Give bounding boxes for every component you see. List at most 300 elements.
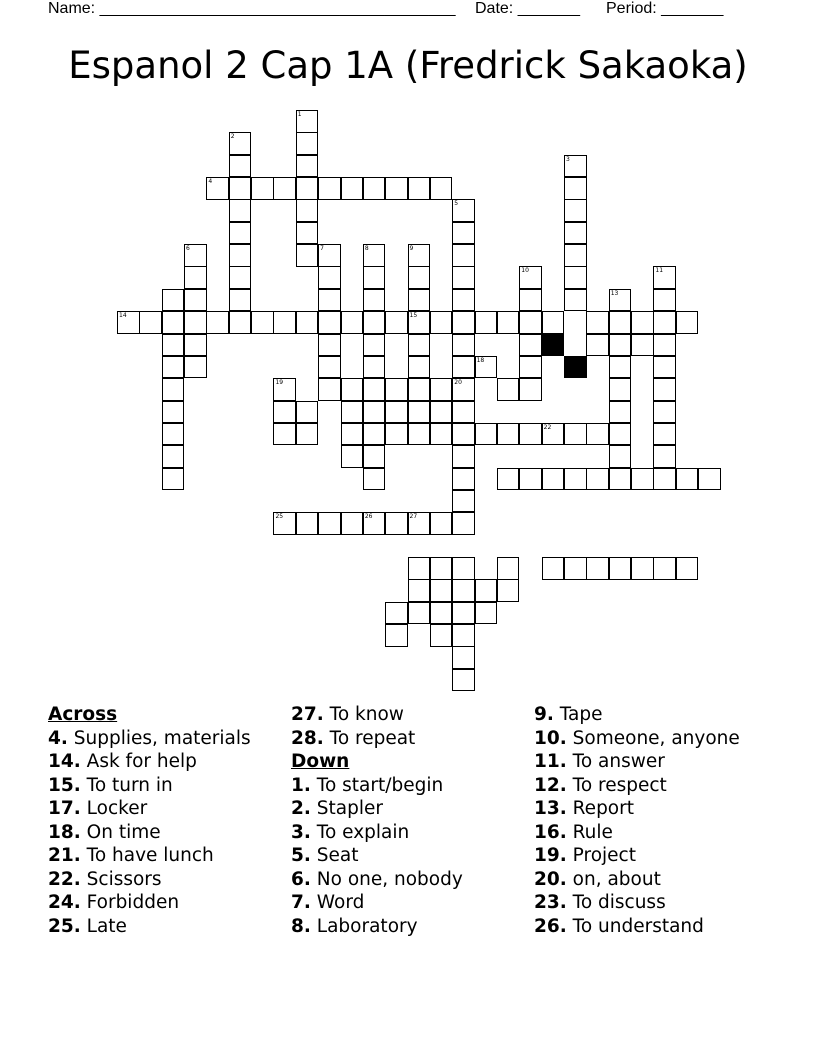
grid-cell[interactable] <box>430 378 453 401</box>
grid-cell[interactable] <box>408 334 431 357</box>
clue-text: Stapler <box>310 798 383 819</box>
grid-cell[interactable] <box>586 423 609 446</box>
clue-text: Laboratory <box>310 915 418 937</box>
clue-text: To start/begin <box>310 774 444 796</box>
clue-number-label: 16. <box>534 821 567 843</box>
grid-cell[interactable] <box>653 445 676 468</box>
grid-cell[interactable] <box>452 602 475 625</box>
grid-cell[interactable] <box>542 423 565 446</box>
grid-cell[interactable] <box>609 557 632 580</box>
grid-cell[interactable] <box>341 401 364 424</box>
grid-cell[interactable] <box>653 311 676 334</box>
grid-cell[interactable] <box>564 222 587 245</box>
clue-number-label: 17. <box>48 798 81 819</box>
grid-cell[interactable] <box>318 378 341 401</box>
grid-cell[interactable] <box>452 199 475 222</box>
grid-cell[interactable] <box>564 266 587 289</box>
clue-number-label: 23. <box>534 892 567 913</box>
grid-cell[interactable] <box>341 423 364 446</box>
grid-cell[interactable] <box>609 356 632 379</box>
grid-cell[interactable] <box>452 445 475 468</box>
grid-cell[interactable] <box>519 311 542 334</box>
grid-cell[interactable] <box>497 423 520 446</box>
clue-number-label: 22. <box>48 868 81 890</box>
grid-cell[interactable] <box>452 266 475 289</box>
grid-cell[interactable] <box>162 378 185 401</box>
grid-cell[interactable] <box>676 311 699 334</box>
grid-cell[interactable] <box>363 244 386 267</box>
clue-text: To repeat <box>323 727 416 749</box>
grid-cell[interactable] <box>363 401 386 424</box>
grid-cell[interactable] <box>564 468 587 491</box>
clue-number-label: 5. <box>291 845 311 866</box>
clue-item <box>48 774 251 798</box>
grid-cell[interactable] <box>385 401 408 424</box>
clue-number: 20 <box>454 379 462 387</box>
grid-cell[interactable] <box>363 512 386 535</box>
grid-cell[interactable] <box>586 311 609 334</box>
clue-item <box>48 821 251 845</box>
grid-cell[interactable] <box>296 132 319 155</box>
clue-item <box>291 868 463 892</box>
grid-cell[interactable] <box>229 177 252 200</box>
clue-item <box>48 727 251 751</box>
grid-cell[interactable] <box>631 334 654 357</box>
grid-cell[interactable] <box>408 311 431 334</box>
grid-cell[interactable] <box>408 579 431 602</box>
period-field-label: Period: _______ <box>606 0 724 17</box>
clue-number: 25 <box>275 513 284 521</box>
grid-cell[interactable] <box>609 378 632 401</box>
grid-cell[interactable] <box>452 646 475 669</box>
grid-cell[interactable] <box>653 378 676 401</box>
clue-number-label: 19. <box>534 845 567 866</box>
grid-cell[interactable] <box>184 266 207 289</box>
grid-cell[interactable] <box>452 624 475 647</box>
grid-cell[interactable] <box>363 289 386 312</box>
grid-cell[interactable] <box>184 334 207 357</box>
grid-cell[interactable] <box>653 401 676 424</box>
clue-text: on, about <box>566 868 661 890</box>
grid-cell[interactable] <box>430 579 453 602</box>
grid-cell[interactable] <box>653 334 676 357</box>
clue-number: 14 <box>119 312 127 320</box>
grid-cell[interactable] <box>586 557 609 580</box>
clue-number: 19 <box>275 379 284 387</box>
grid-cell[interactable] <box>341 378 364 401</box>
clue-text: Locker <box>80 798 148 819</box>
grid-cell[interactable] <box>408 602 431 625</box>
grid-cell[interactable] <box>363 356 386 379</box>
grid-cell[interactable] <box>430 177 453 200</box>
clue-text: Someone, anyone <box>566 727 740 749</box>
clue-number: 11 <box>655 267 664 275</box>
grid-cell[interactable] <box>229 222 252 245</box>
grid-cell[interactable] <box>653 423 676 446</box>
grid-cell[interactable] <box>475 356 498 379</box>
clue-text: Late <box>80 915 127 937</box>
clue-number-label: 9. <box>534 704 554 725</box>
grid-cell[interactable] <box>609 311 632 334</box>
grid-cell[interactable] <box>519 289 542 312</box>
grid-cell[interactable] <box>162 468 185 491</box>
grid-cell[interactable] <box>408 512 431 535</box>
grid-cell[interactable] <box>296 110 319 133</box>
grid-cell[interactable] <box>229 289 252 312</box>
clue-number: 1 <box>297 111 302 118</box>
grid-cell[interactable] <box>564 199 587 222</box>
grid-cell[interactable] <box>609 445 632 468</box>
grid-cell[interactable] <box>452 490 475 513</box>
clue-number-label: 6. <box>291 868 311 890</box>
clue-text: To respect <box>566 774 667 796</box>
clue-item <box>48 797 251 821</box>
grid-cell[interactable] <box>408 177 431 200</box>
grid-cell[interactable] <box>676 557 699 580</box>
grid-cell[interactable] <box>408 356 431 379</box>
grid-cell[interactable] <box>229 155 252 178</box>
grid-cell[interactable] <box>296 155 319 178</box>
grid-cell[interactable] <box>452 356 475 379</box>
grid-cell[interactable] <box>519 378 542 401</box>
grid-cell[interactable] <box>609 334 632 357</box>
grid-cell[interactable] <box>251 311 274 334</box>
grid-cell[interactable] <box>698 468 721 491</box>
clue-item <box>534 844 740 868</box>
clue-number-label: 1. <box>291 774 311 796</box>
clue-number-label: 10. <box>534 727 567 749</box>
clue-item <box>534 915 740 939</box>
grid-cell[interactable] <box>586 334 609 357</box>
grid-cell[interactable] <box>139 311 162 334</box>
clue-text: To answer <box>566 751 665 772</box>
clue-number: 13 <box>610 289 619 297</box>
clue-column-1 <box>48 703 251 938</box>
grid-cell[interactable] <box>497 378 520 401</box>
grid-cell[interactable] <box>519 423 542 446</box>
clue-number: 3 <box>566 155 570 163</box>
clue-column-3 <box>534 703 740 938</box>
clue-number: 15 <box>409 312 418 320</box>
page-title: Espanol 2 Cap 1A (Fredrick Sakaoka) <box>68 44 748 87</box>
grid-cell[interactable] <box>229 132 252 155</box>
grid-cell[interactable] <box>385 624 408 647</box>
grid-cell[interactable] <box>341 311 364 334</box>
clue-item <box>291 797 463 821</box>
clue-item <box>534 774 740 798</box>
grid-cell[interactable] <box>519 266 542 289</box>
clue-number-label: 18. <box>48 821 81 843</box>
clue-number-label: 13. <box>534 798 567 819</box>
grid-cell[interactable] <box>385 378 408 401</box>
grid-cell[interactable] <box>385 512 408 535</box>
grid-cell[interactable] <box>676 468 699 491</box>
grid-cell[interactable] <box>318 311 341 334</box>
grid-cell[interactable] <box>408 557 431 580</box>
grid-cell[interactable] <box>564 289 587 312</box>
down-clue-list <box>291 774 463 939</box>
clue-text: Word <box>310 892 365 913</box>
grid-cell[interactable] <box>609 401 632 424</box>
clue-number-label: 11. <box>534 751 567 772</box>
grid-cell[interactable] <box>363 445 386 468</box>
grid-cell[interactable] <box>296 199 319 222</box>
clue-number-label: 8. <box>291 915 311 937</box>
grid-cell[interactable] <box>296 177 319 200</box>
clue-item <box>534 797 740 821</box>
grid-cell[interactable] <box>229 266 252 289</box>
grid-cell[interactable] <box>609 423 632 446</box>
grid-cell[interactable] <box>564 557 587 580</box>
clue-number: 5 <box>454 200 459 208</box>
grid-cell[interactable] <box>452 222 475 245</box>
clue-text: Rule <box>566 821 613 843</box>
clue-item <box>534 727 740 751</box>
clue-number-label: 15. <box>48 774 81 796</box>
grid-cell[interactable] <box>430 624 453 647</box>
across-heading: Across <box>48 704 118 725</box>
grid-cell[interactable] <box>162 423 185 446</box>
clue-text: Report <box>566 798 634 819</box>
grid-cell[interactable] <box>296 311 319 334</box>
clue-number-label: 27. <box>291 704 324 725</box>
grid-cell[interactable] <box>408 378 431 401</box>
clue-text: To turn in <box>80 774 173 796</box>
clue-number-label: 2. <box>291 798 311 819</box>
clue-number-label: 3. <box>291 821 311 843</box>
clue-number: 26 <box>364 513 373 521</box>
grid-cell[interactable] <box>408 244 431 267</box>
clue-number-label: 14. <box>48 751 81 772</box>
grid-cell[interactable] <box>631 557 654 580</box>
clue-number: 7 <box>320 245 324 253</box>
clue-text: To know <box>323 704 404 725</box>
clue-text: To understand <box>566 915 704 937</box>
grid-cell[interactable] <box>162 334 185 357</box>
grid-cell[interactable] <box>497 579 520 602</box>
grid-cell[interactable] <box>318 177 341 200</box>
grid-cell[interactable] <box>273 512 296 535</box>
grid-cell[interactable] <box>430 401 453 424</box>
grid-cell[interactable] <box>475 423 498 446</box>
grid-cell[interactable] <box>653 468 676 491</box>
grid-cell[interactable] <box>452 401 475 424</box>
grid-cell[interactable] <box>341 445 364 468</box>
grid-cell[interactable] <box>296 222 319 245</box>
clue-number-label: 28. <box>291 727 324 749</box>
down-clue-list-continued <box>534 703 740 938</box>
grid-cell[interactable] <box>184 244 207 267</box>
grid-cell[interactable] <box>341 177 364 200</box>
clue-item <box>291 774 463 798</box>
clue-number-label: 25. <box>48 915 81 937</box>
grid-cell[interactable] <box>296 512 319 535</box>
grid-cell[interactable] <box>408 401 431 424</box>
clue-number: 6 <box>186 245 190 253</box>
grid-cell[interactable] <box>430 557 453 580</box>
grid-cell[interactable] <box>452 244 475 267</box>
clue-text: Seat <box>310 845 359 866</box>
clue-number-label: 7. <box>291 892 311 913</box>
grid-cell[interactable] <box>542 311 565 334</box>
grid-cell[interactable] <box>564 244 587 267</box>
grid-cell[interactable] <box>519 468 542 491</box>
grid-cell[interactable] <box>452 311 475 334</box>
grid-cell[interactable] <box>363 378 386 401</box>
grid-cell[interactable] <box>184 311 207 334</box>
clue-number: 2 <box>230 133 235 141</box>
grid-cell[interactable] <box>564 155 587 178</box>
grid-cell[interactable] <box>273 401 296 424</box>
grid-cell[interactable] <box>385 602 408 625</box>
grid-cell[interactable] <box>273 311 296 334</box>
grid-cell[interactable] <box>363 334 386 357</box>
clue-item <box>48 844 251 868</box>
grid-cell[interactable] <box>184 356 207 379</box>
grid-cell[interactable] <box>430 602 453 625</box>
grid-cell[interactable] <box>452 423 475 446</box>
grid-cell[interactable] <box>385 177 408 200</box>
grid-cell[interactable] <box>564 177 587 200</box>
grid-cell[interactable] <box>609 289 632 312</box>
grid-cell[interactable] <box>206 311 229 334</box>
clue-item <box>291 891 463 915</box>
grid-cell[interactable] <box>519 356 542 379</box>
grid-cell[interactable] <box>385 423 408 446</box>
clue-item <box>291 703 463 727</box>
grid-cell[interactable] <box>564 423 587 446</box>
clue-number: 4 <box>208 178 213 186</box>
clue-number-label: 26. <box>534 915 567 937</box>
grid-cell[interactable] <box>452 669 475 692</box>
clue-item <box>534 891 740 915</box>
across-clue-list <box>48 727 251 939</box>
clue-item <box>291 821 463 845</box>
grid-cell[interactable] <box>653 557 676 580</box>
date-field-label: Date: _______ <box>475 0 580 17</box>
grid-cell[interactable] <box>318 356 341 379</box>
grid-cell[interactable] <box>452 289 475 312</box>
clue-item <box>534 750 740 774</box>
grid-cell[interactable] <box>318 266 341 289</box>
grid-cell[interactable] <box>497 468 520 491</box>
grid-cell[interactable] <box>296 244 319 267</box>
grid-cell[interactable] <box>363 468 386 491</box>
grid-cell[interactable] <box>318 334 341 357</box>
grid-cell[interactable] <box>117 311 140 334</box>
clue-number: 10 <box>521 267 529 275</box>
clue-item <box>534 821 740 845</box>
grid-cell[interactable] <box>475 579 498 602</box>
grid-cell[interactable] <box>497 311 520 334</box>
grid-cell[interactable] <box>653 356 676 379</box>
grid-cell[interactable] <box>363 266 386 289</box>
clue-number: 18 <box>476 356 485 364</box>
clue-number-label: 24. <box>48 892 81 913</box>
grid-cell[interactable] <box>542 557 565 580</box>
grid-cell[interactable] <box>296 423 319 446</box>
grid-cell[interactable] <box>408 289 431 312</box>
grid-cell[interactable] <box>162 445 185 468</box>
grid-cell[interactable] <box>162 311 185 334</box>
grid-cell[interactable] <box>609 468 632 491</box>
grid-cell[interactable] <box>408 423 431 446</box>
grid-cell[interactable] <box>475 602 498 625</box>
grid-cell[interactable] <box>430 311 453 334</box>
grid-cell[interactable] <box>229 311 252 334</box>
grid-cell[interactable] <box>385 311 408 334</box>
grid-cell[interactable] <box>363 423 386 446</box>
clue-item <box>534 703 740 727</box>
clue-number: 8 <box>364 245 369 253</box>
clue-number: 9 <box>409 245 414 253</box>
across-clue-list-continued <box>291 703 463 750</box>
grid-cell[interactable] <box>162 289 185 312</box>
clue-item <box>534 868 740 892</box>
clue-number-label: 4. <box>48 727 68 749</box>
grid-cell[interactable] <box>497 557 520 580</box>
clue-number-label: 21. <box>48 845 81 866</box>
grid-cell[interactable] <box>475 311 498 334</box>
grid-cell[interactable] <box>162 356 185 379</box>
clue-item <box>291 844 463 868</box>
clue-item <box>291 915 463 939</box>
grid-cell[interactable] <box>408 266 431 289</box>
grid-cell[interactable] <box>653 266 676 289</box>
clue-text: To explain <box>310 821 410 843</box>
grid-cell[interactable] <box>296 401 319 424</box>
grid-cell[interactable] <box>452 334 475 357</box>
grid-cell[interactable] <box>318 244 341 267</box>
clue-text: Supplies, materials <box>67 727 251 749</box>
clue-text: On time <box>80 821 161 843</box>
clue-item <box>48 891 251 915</box>
grid-cell[interactable] <box>273 378 296 401</box>
grid-cell[interactable] <box>184 289 207 312</box>
clue-number-label: 12. <box>534 774 567 796</box>
grid-cell[interactable] <box>430 512 453 535</box>
grid-cell[interactable] <box>162 401 185 424</box>
grid-cell[interactable] <box>631 468 654 491</box>
grid-cell[interactable] <box>229 244 252 267</box>
clue-text: Scissors <box>80 868 162 890</box>
grid-cell[interactable] <box>586 468 609 491</box>
grid-cell[interactable] <box>452 512 475 535</box>
clue-text: Forbidden <box>80 892 180 913</box>
grid-cell[interactable] <box>341 512 364 535</box>
clue-text: Ask for help <box>80 751 197 772</box>
grid-cell[interactable] <box>519 334 542 357</box>
grid-cell[interactable] <box>452 378 475 401</box>
clue-item <box>291 727 463 751</box>
grid-cell[interactable] <box>318 289 341 312</box>
grid-cell[interactable] <box>273 423 296 446</box>
grid-cell[interactable] <box>206 177 229 200</box>
grid-cell[interactable] <box>542 468 565 491</box>
grid-cell[interactable] <box>631 311 654 334</box>
grid-cell[interactable] <box>452 557 475 580</box>
grid-cell[interactable] <box>452 468 475 491</box>
grid-cell[interactable] <box>430 423 453 446</box>
grid-cell[interactable] <box>251 177 274 200</box>
grid-cell[interactable] <box>653 289 676 312</box>
grid-cell[interactable] <box>318 512 341 535</box>
grid-cell[interactable] <box>452 579 475 602</box>
grid-cell[interactable] <box>273 177 296 200</box>
grid-cell[interactable] <box>229 199 252 222</box>
grid-cell[interactable] <box>363 311 386 334</box>
grid-cell[interactable] <box>363 177 386 200</box>
